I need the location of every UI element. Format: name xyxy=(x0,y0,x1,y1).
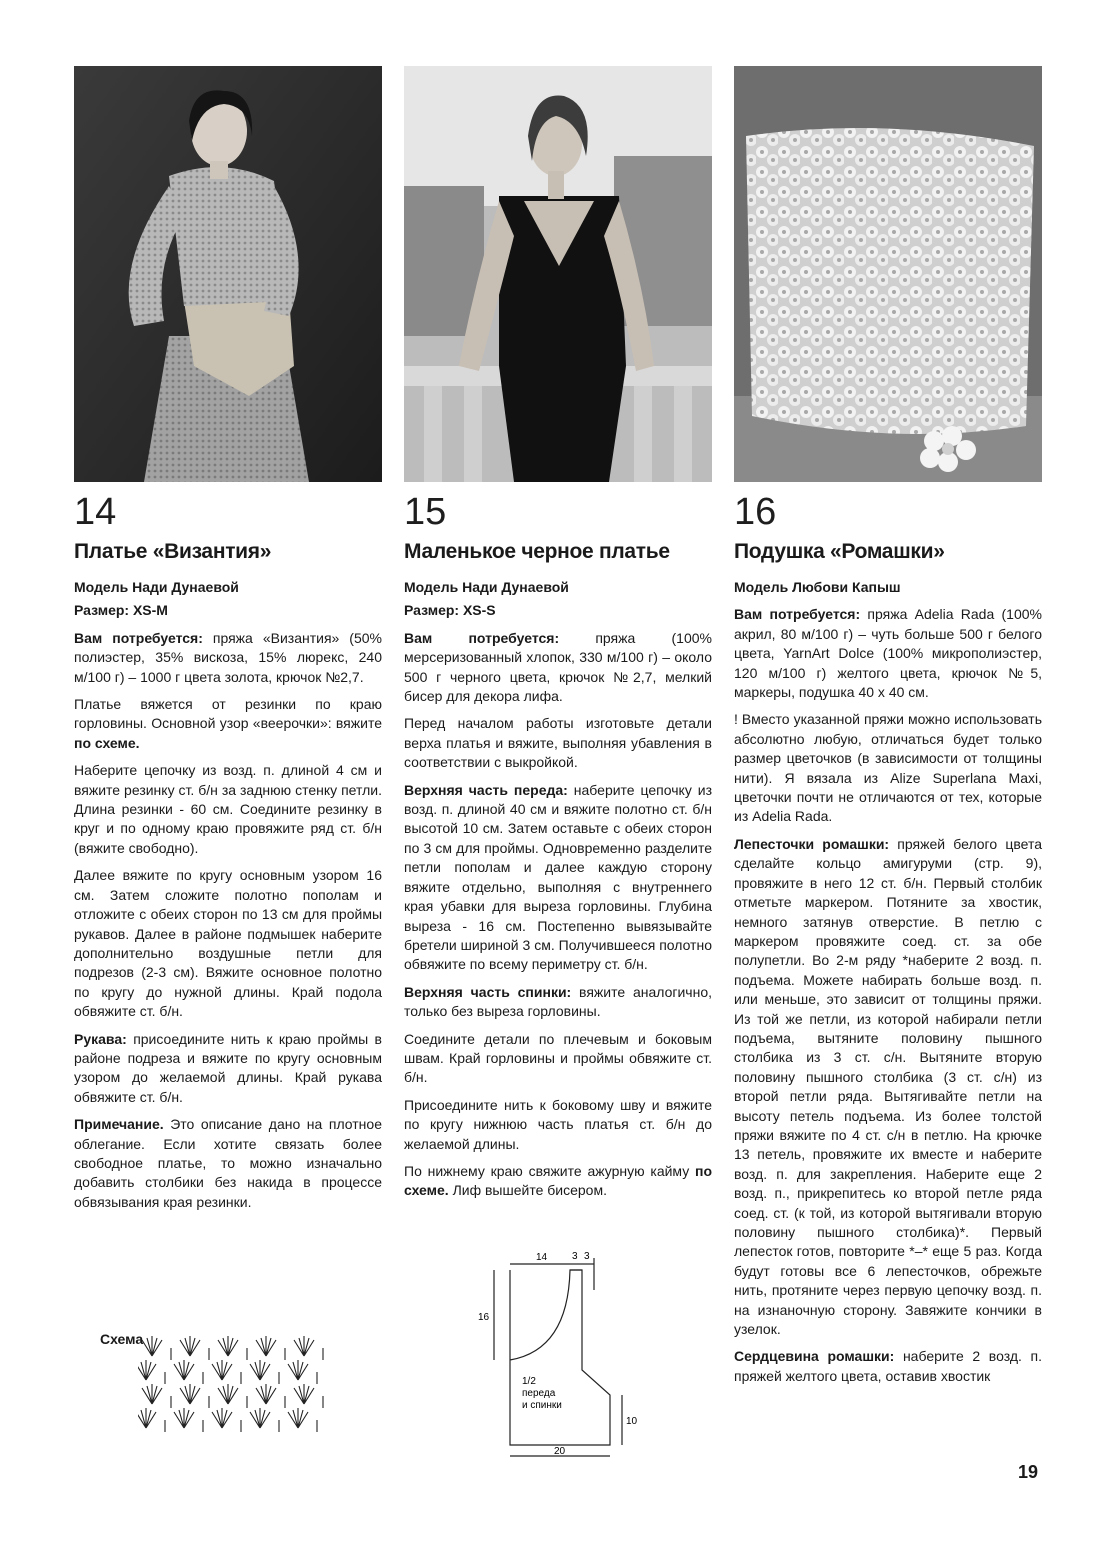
dim-3a: 3 xyxy=(572,1251,578,1262)
size-value: XS-S xyxy=(462,602,496,619)
size-value: XS-M xyxy=(132,602,168,619)
materials-label: Вам потребуется: xyxy=(404,629,560,646)
note-label: Примечание. xyxy=(74,1116,164,1133)
front-text: наберите цепочку из возд. п. длиной 40 см и вяжите полотно ст. б/н высотой 10 см. Затем оставьте с обеих сторон по 3 см для проймы. Одновременно разделите петли пополам и далее каждую сторону вяжите отдельно, выполняя с внутреннего края убавки для выреза горловины. Глубина выреза - 16 см. Постепенно вывязывайте бретели шириной 3 см. Получившееся полотно обвяжите по всему периметру ст. б/н. xyxy=(404,781,713,973)
photo-little-black-dress xyxy=(404,66,712,482)
materials-text: пряжа «Византия» (50% полиэстер, 35% вискоза, 15% люрекс, 240 м/100 г) – 1000 г цвета золота, крючок №2,7. xyxy=(74,629,382,685)
dim-14: 14 xyxy=(536,1252,548,1263)
model-description xyxy=(404,578,712,1209)
materials-text: пряжа Adelia Rada (100% акрил, 80 м/100 г) – чуть больше 500 г белого цвета, YarnArt Dolce (100% микрополиэстер, 120 м/100 г) желтого цвета, крючок №5, маркеры, подушка 40 х 40 см. xyxy=(734,606,1042,701)
paragraph-bold: по схеме. xyxy=(74,734,140,751)
dim-10: 10 xyxy=(626,1416,638,1427)
paragraph-bold: по схеме. xyxy=(404,1162,712,1199)
schema-label: Схема xyxy=(100,1331,144,1347)
materials-label: Вам потребуется: xyxy=(74,629,203,646)
piece-label-2: переда xyxy=(522,1388,556,1399)
model-title: Подушка «Ромашки» xyxy=(734,540,945,563)
sleeve-text: присоедините нить к краю проймы в районе подреза и вяжите по кругу основным узором до желаемой длины. Край рукава обвяжите ст. б/н. xyxy=(74,1030,382,1105)
front-label: Верхняя часть переда: xyxy=(404,781,568,798)
model-description xyxy=(74,578,382,1220)
model-title: Платье «Византия» xyxy=(74,540,272,563)
back-label: Верхняя часть спинки: xyxy=(404,983,572,1000)
photo-daisy-pillow xyxy=(734,66,1042,482)
dim-3b: 3 xyxy=(584,1251,590,1262)
dim-20: 20 xyxy=(554,1446,566,1457)
piece-label-3: и спинки xyxy=(522,1400,562,1411)
model-number: 16 xyxy=(734,491,777,533)
paragraph: ! Вместо указанной пряжи можно использовать абсолютно любую, отличаться будет только размер цветочков (в зависимости от толщины нити). Я вязала из Alize Superlana Maxi, цветочки почти не отличаются от тех, которые из Adelia Rada. xyxy=(734,711,1042,825)
note-text: Это описание дано на плотное облегание. Если хотите связать более свободное платье, то можно изначально добавить столбики без накида в процессе обвязывания края резинки. xyxy=(74,1116,382,1210)
paragraph: Платье вяжется от резинки по краю горловины. Основной узор «веерочки»: вяжите xyxy=(74,696,382,732)
sewing-pattern-diagram xyxy=(476,1250,646,1462)
model-author: Модель Нади Дунаевой xyxy=(404,579,569,595)
paragraph: Соедините детали по плечевым и боковым швам. Край горловины и проймы обвяжите ст. б/н. xyxy=(404,1030,712,1086)
paragraph: Присоедините нить к боковому шву и вяжите по кругу нижнюю часть платья ст. б/н до желаемой длины. xyxy=(404,1096,712,1152)
crochet-chart-fans xyxy=(138,1336,334,1432)
back-text: вяжите аналогично, только без выреза горловины. xyxy=(404,983,712,1020)
paragraph: Далее вяжите по кругу основным узором 16 см. Затем сложите полотно пополам и отложите с обеих сторон по 13 см для проймы рукавов. Далее в районе подмышек наберите дополнительно воздушные петли для подрезов (2-3 см). Вяжите основное полотно по кругу до нужной длины. Край подола обвяжите ст. б/н. xyxy=(74,867,382,1020)
photo-byzantium-dress xyxy=(74,66,382,482)
piece-label-1: 1/2 xyxy=(522,1376,536,1387)
model-number: 14 xyxy=(74,491,117,533)
size-label: Размер: xyxy=(404,602,460,619)
sleeve-label: Рукава: xyxy=(74,1030,127,1047)
paragraph: Наберите цепочку из возд. п. длиной 4 см и вяжите резинку ст. б/н за заднюю стенку петли. Длина резинки - 60 см. Соедините резинку в круг и по одному краю провяжите ряд ст. б/н (вяжите свободно). xyxy=(74,762,382,856)
paragraph: Перед началом работы изготовьте детали верха платья и вяжите, выполняя убавления в соответствии с выкройкой. xyxy=(404,715,712,771)
model-number: 15 xyxy=(404,491,447,533)
materials-label: Вам потребуется: xyxy=(734,606,861,623)
size-label: Размер: xyxy=(74,602,130,619)
page-number: 19 xyxy=(1018,1462,1039,1482)
petals-text: пряжей белого цвета сделайте кольцо амигуруми (стр. 9), провяжите в него 12 ст. б/н. Первый столбик отметьте маркером. Потяните за хвостик, немного затянув отверстие. В петлю с маркером провяжите соед. ст. за обе полупетли. Во 2-м ряду *наберите 2 возд. п. подъема. Можете набирать больше возд. п. или меньше, это зависит от толщины пряжи. Из той же петли, из которой набирали петли подъема, вытяните половину пышного столбика из 3 ст. с/н. Вытяните вторую половину пышного столбика (3 ст. с/н) из второй петли ряда. Вытягивайте петли на высоту петель подъема. Из более толстой пряжи вяжите по 4 ст. с/н в петлю. На крючке 13 петель, провяжите их вместе и наберите возд. п. для закрепления. Наберите еще 2 возд. п., прикрепитесь ко второй петле ряда соед. ст. (к той, из которой вытягивали вторую половину пышного столбика)*. Первый лепесток готов, повторите *–* еще 5 раз. Когда будут готовы все 6 лепесточков, обрежьте нить, протяните через первую цепочку возд. п. на изнаночную сторону. Завяжите кончики в узелок. xyxy=(734,835,1042,1338)
model-author: Модель Любови Капыш xyxy=(734,579,901,595)
paragraph: По нижнему краю свяжите ажурную кайму xyxy=(404,1162,690,1179)
core-label: Сердцевина ромашки: xyxy=(734,1348,895,1365)
paragraph-tail: Лиф вышейте бисером. xyxy=(452,1182,607,1199)
model-author: Модель Нади Дунаевой xyxy=(74,579,239,595)
core-text: наберите 2 возд. п. пряжей желтого цвета, оставив хвостик xyxy=(734,1348,1042,1384)
model-description xyxy=(734,578,1042,1394)
model-title: Маленькое черное платье xyxy=(404,540,670,563)
materials-text: пряжа (100% мерсеризованный хлопок, 330 м/100 г) – около 500 г черного цвета, крючок №2,7, мелкий бисер для декора лифа. xyxy=(404,629,712,705)
dim-16: 16 xyxy=(478,1312,490,1323)
petals-label: Лепесточки ромашки: xyxy=(734,835,890,852)
